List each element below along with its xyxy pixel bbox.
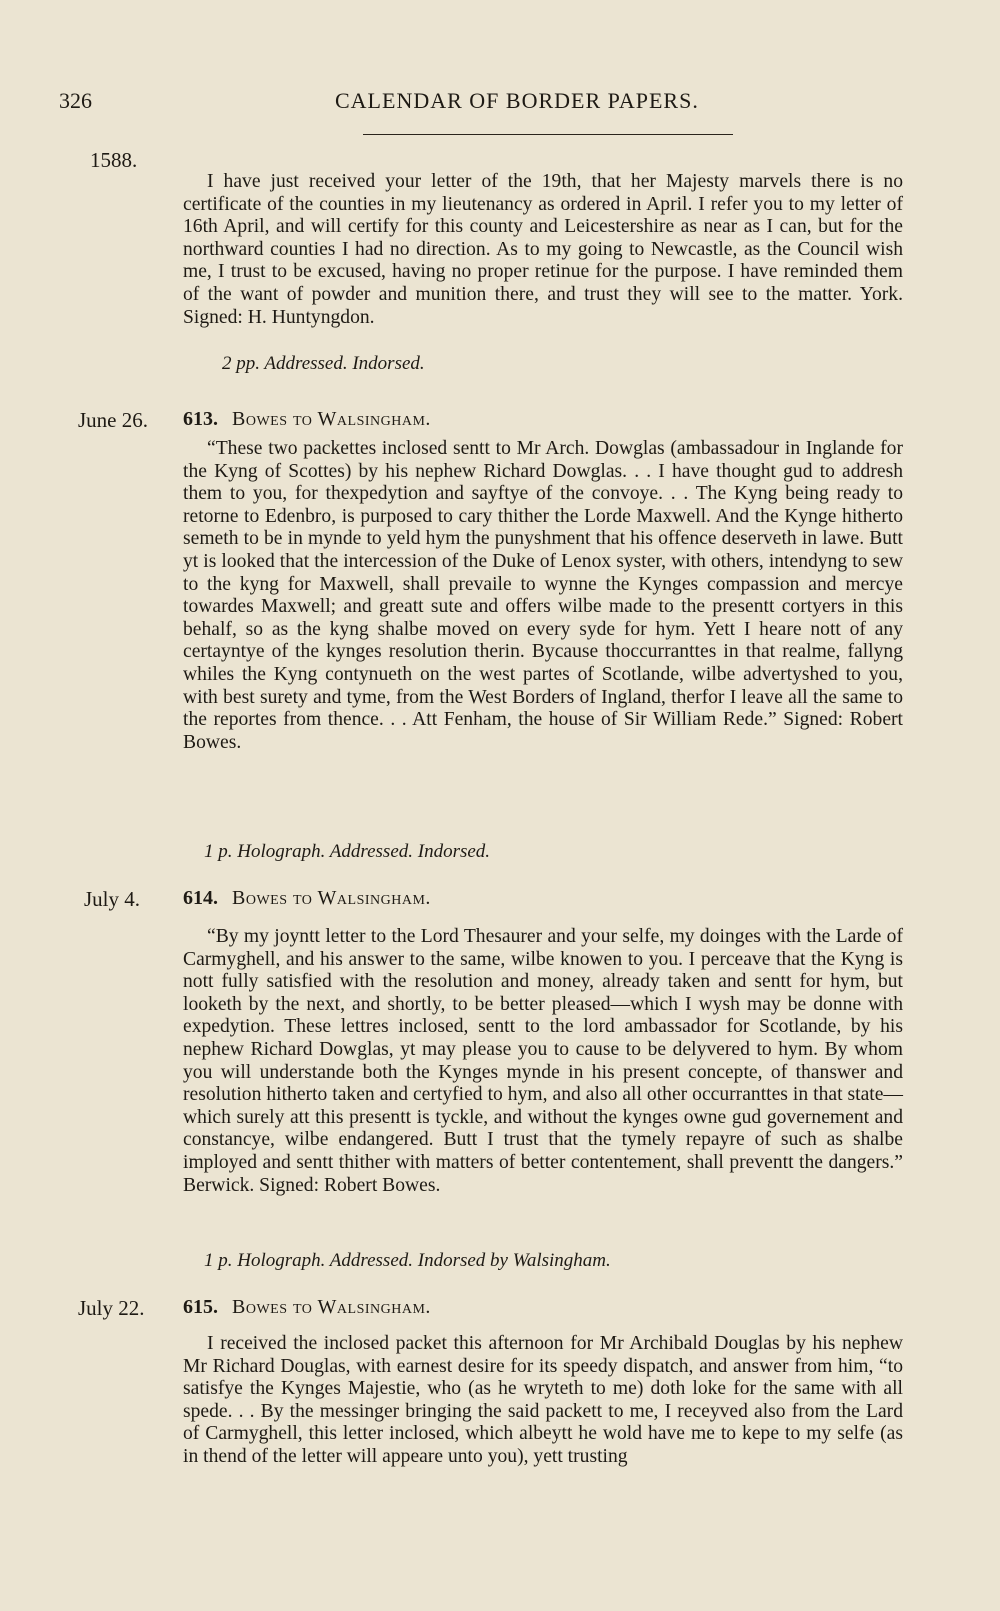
- entry-heading: [183, 408, 431, 431]
- entry-endorsement: [204, 841, 490, 863]
- entry-number: 614.: [183, 887, 218, 909]
- letter-body-text: I have just received your letter of the 19th, that her Majesty marvels there is no certificate of the counties in my lieutenancy as ordered in April. I refer you to my letter of 16th April, and will certify for this county and Leicestershire as near as I can, but for the northward counties I had no direction. As to my going to Newcastle, as the Council wish me, I trust to be excused, having no proper retinue for the purpose. I have reminded them of the want of powder and munition there, and trust they will see to the matter. York. Signed: H. Huntyngdon.: [183, 171, 903, 328]
- entry-heading: [183, 887, 431, 910]
- entry-heading: [183, 1296, 431, 1319]
- margin-year: 1588.: [90, 148, 138, 172]
- letter-body: [183, 171, 903, 329]
- entry-endorsement: [204, 1250, 611, 1272]
- letter-endorsement: [222, 353, 425, 375]
- entry-body-text: “By my joyntt letter to the Lord Thesaurer and your selfe, my doinges with the Larde of Carmyghell, and his answer to the same, wilbe knowen to you. I perceave that the Kyng is nott fully satisfied with the resolution and money, already taken and sentt for hym, but looketh by the next, and shortly, to be better pleased—which I wysh may be donne with expedytion. These lettres inclosed, sentt to the lord ambassador for Scotlande, by his nephew Richard Dowglas, yt may please you to cause to be delyvered to hym. By whom you will understande both the Kynges mynde in his present concepte, of thanswer and resolution hitherto taken and certyfied to hym, and also all other occurranttes in that state—which surely att this presentt is tyckle, and without the kynges owne gud governement and constancye, wilbe endangered. Butt I trust that the tymely repayre of such as shalbe imployed and sentt thither with matters of better contentement, shall preventt the dangers.” Berwick. Signed: Robert Bowes.: [183, 926, 903, 1196]
- endorsement-text: 2 pp. Addressed. Indorsed.: [222, 353, 425, 374]
- endorsement-text: 1 p. Holograph. Addressed. Indorsed.: [204, 841, 491, 862]
- entry-body: [183, 438, 903, 754]
- endorsement-text: 1 p. Holograph. Addressed. Indorsed by Walsingham.: [204, 1250, 611, 1271]
- running-head: CALENDAR OF BORDER PAPERS.: [335, 88, 699, 113]
- entry-body-text: I received the inclosed packet this afternoon for Mr Archibald Douglas by his nephew Mr Richard Douglas, with earnest desire for its speedy dispatch, and answer from him, “to satisfye the Kynges Majestie, who (as he wryteth to me) doth loke for the same with all spede. . . By the messinger bringing the said packett to me, I receyved also from the Lard of Carmyghell, this letter inclosed, which albeytt he wold have me to kepe to my selfe (as in thend of the letter will appeare unto you), yett trusting: [183, 1333, 903, 1467]
- entry-body: [183, 926, 903, 1197]
- entry-body-text: “These two packettes inclosed sentt to Mr Arch. Dowglas (ambassadour in Inglande for the Kyng of Scottes) by his nephew Richard Dowglas. . . I have thought gud to addresh them to you, for thexpedytion and sayftye of the convoye. . . The Kyng being ready to retorne to Edenbro, is purposed to cary thither the Lorde Maxwell. And the Kynge hitherto semeth to be in mynde to yeld hym the punyshment that his offence deserveth in lawe. Butt yt is looked that the intercession of the Duke of Lenox syster, with others, intendyng to sew to the kyng for Maxwell, shall prevaile to wynne the Kynges compassion and mercye towardes Maxwell; and greatt sute and offers wilbe made to the presentt cortyers in this behalf, so as the kyng shalbe moved on every syde for hym. Yett I heare nott of any certayntye of the kynges resolution therin. Bycause thoccurranttes in that realme, fallyng whiles the Kyng contynueth on the west partes of Scotlande, wilbe advertyshed to you, with best surety and tyme, from the West Borders of Ingland, therfor I leave all the same to the reportes from thence. . . Att Fenham, the house of Sir William Rede.” Signed: Robert Bowes.: [183, 438, 903, 753]
- page-number: 326: [59, 88, 92, 113]
- entry-body: [183, 1333, 903, 1469]
- entry-title: Bowes to Walsingham.: [232, 887, 431, 909]
- entry-title: Bowes to Walsingham.: [232, 1296, 431, 1318]
- entry-title: Bowes to Walsingham.: [232, 408, 431, 430]
- entry-date: July 22.: [78, 1296, 145, 1320]
- header-rule: [363, 134, 733, 135]
- entry-date: July 4.: [84, 887, 141, 911]
- entry-number: 613.: [183, 408, 218, 430]
- entry-number: 615.: [183, 1296, 218, 1318]
- entry-date: June 26.: [78, 408, 148, 432]
